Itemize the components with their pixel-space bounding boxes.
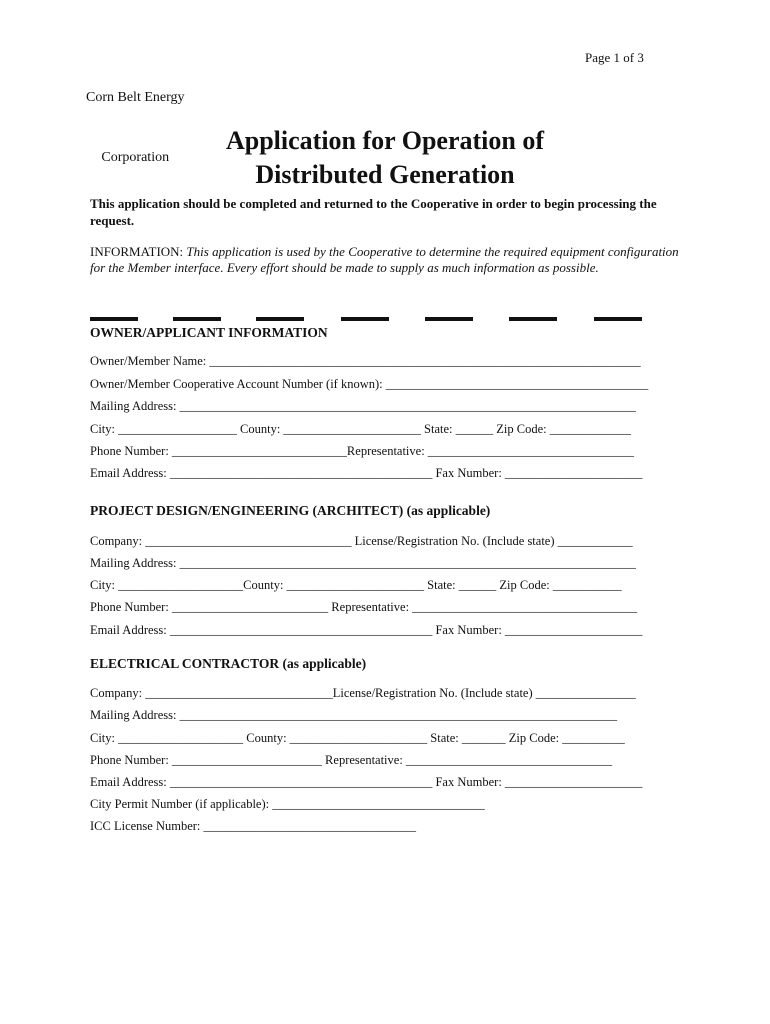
document-title bbox=[0, 124, 770, 192]
organization-line-1: Corn Belt Energy bbox=[86, 90, 185, 105]
design-phone-representative-field[interactable]: Phone Number: _________________________ Representative: ____________________________________ bbox=[90, 600, 638, 614]
title-line-2: Distributed Generation bbox=[255, 160, 515, 189]
separator-dash bbox=[341, 317, 389, 321]
owner-account-number-field[interactable]: Owner/Member Cooperative Account Number (if known): __________________________________________ bbox=[90, 377, 649, 391]
contractor-company-license-field[interactable]: Company: ______________________________License/Registration No. (Include state) ________________ bbox=[90, 686, 636, 700]
contractor-section-heading: ELECTRICAL CONTRACTOR (as applicable) bbox=[90, 656, 367, 671]
design-mailing-address-field[interactable]: Mailing Address: _________________________________________________________________________ bbox=[90, 556, 636, 570]
contractor-email-fax-field[interactable]: Email Address: __________________________________________ Fax Number: ______________________ bbox=[90, 775, 643, 789]
city-permit-number-field[interactable]: City Permit Number (if applicable): __________________________________ bbox=[90, 797, 485, 811]
information-text: This application is used by the Cooperative to determine the required equipment configuration for the Member interface. Every effort should be made to supply as much information as possible. bbox=[90, 244, 679, 275]
intro-paragraph: This application should be completed and returned to the Cooperative in order to begin processing the request. bbox=[90, 196, 657, 228]
separator-dash bbox=[256, 317, 304, 321]
separator-dash bbox=[90, 317, 138, 321]
contractor-city-county-state-zip-field[interactable]: City: ____________________ County: ______________________ State: _______ Zip Code: __________ bbox=[90, 731, 625, 745]
separator-dash bbox=[425, 317, 473, 321]
contractor-phone-representative-field[interactable]: Phone Number: ________________________ Representative: _________________________________ bbox=[90, 753, 613, 767]
separator-dash bbox=[509, 317, 557, 321]
separator-dash bbox=[594, 317, 642, 321]
design-email-fax-field[interactable]: Email Address: __________________________________________ Fax Number: ______________________ bbox=[90, 623, 643, 637]
owner-phone-representative-field[interactable]: Phone Number: ____________________________Representative: _________________________________ bbox=[90, 444, 635, 458]
title-line-1: Application for Operation of bbox=[225, 126, 545, 155]
design-city-county-state-zip-field[interactable]: City: ____________________County: ______________________ State: ______ Zip Code: ___________ bbox=[90, 578, 622, 592]
owner-email-fax-field[interactable]: Email Address: __________________________________________ Fax Number: ______________________ bbox=[90, 466, 643, 480]
information-paragraph bbox=[90, 244, 680, 276]
page-indicator: Page 1 of 3 bbox=[585, 50, 644, 65]
owner-city-county-state-zip-field[interactable]: City: ___________________ County: ______________________ State: ______ Zip Code: _____________ bbox=[90, 422, 631, 436]
design-company-license-field[interactable]: Company: _________________________________ License/Registration No. (Include state) ____________ bbox=[90, 534, 633, 548]
contractor-mailing-address-field[interactable]: Mailing Address: ______________________________________________________________________ bbox=[90, 708, 618, 722]
owner-name-field[interactable]: Owner/Member Name: _____________________________________________________________________ bbox=[90, 354, 641, 368]
owner-section-heading: OWNER/APPLICANT INFORMATION bbox=[90, 325, 328, 340]
design-section-heading: PROJECT DESIGN/ENGINEERING (ARCHITECT) (as applicable) bbox=[90, 503, 491, 518]
separator-dash bbox=[173, 317, 221, 321]
owner-mailing-address-field[interactable]: Mailing Address: _________________________________________________________________________ bbox=[90, 399, 636, 413]
organization-line-2: Corporation bbox=[101, 150, 170, 165]
icc-license-number-field[interactable]: ICC License Number: __________________________________ bbox=[90, 819, 417, 833]
information-label: INFORMATION: bbox=[90, 244, 184, 259]
